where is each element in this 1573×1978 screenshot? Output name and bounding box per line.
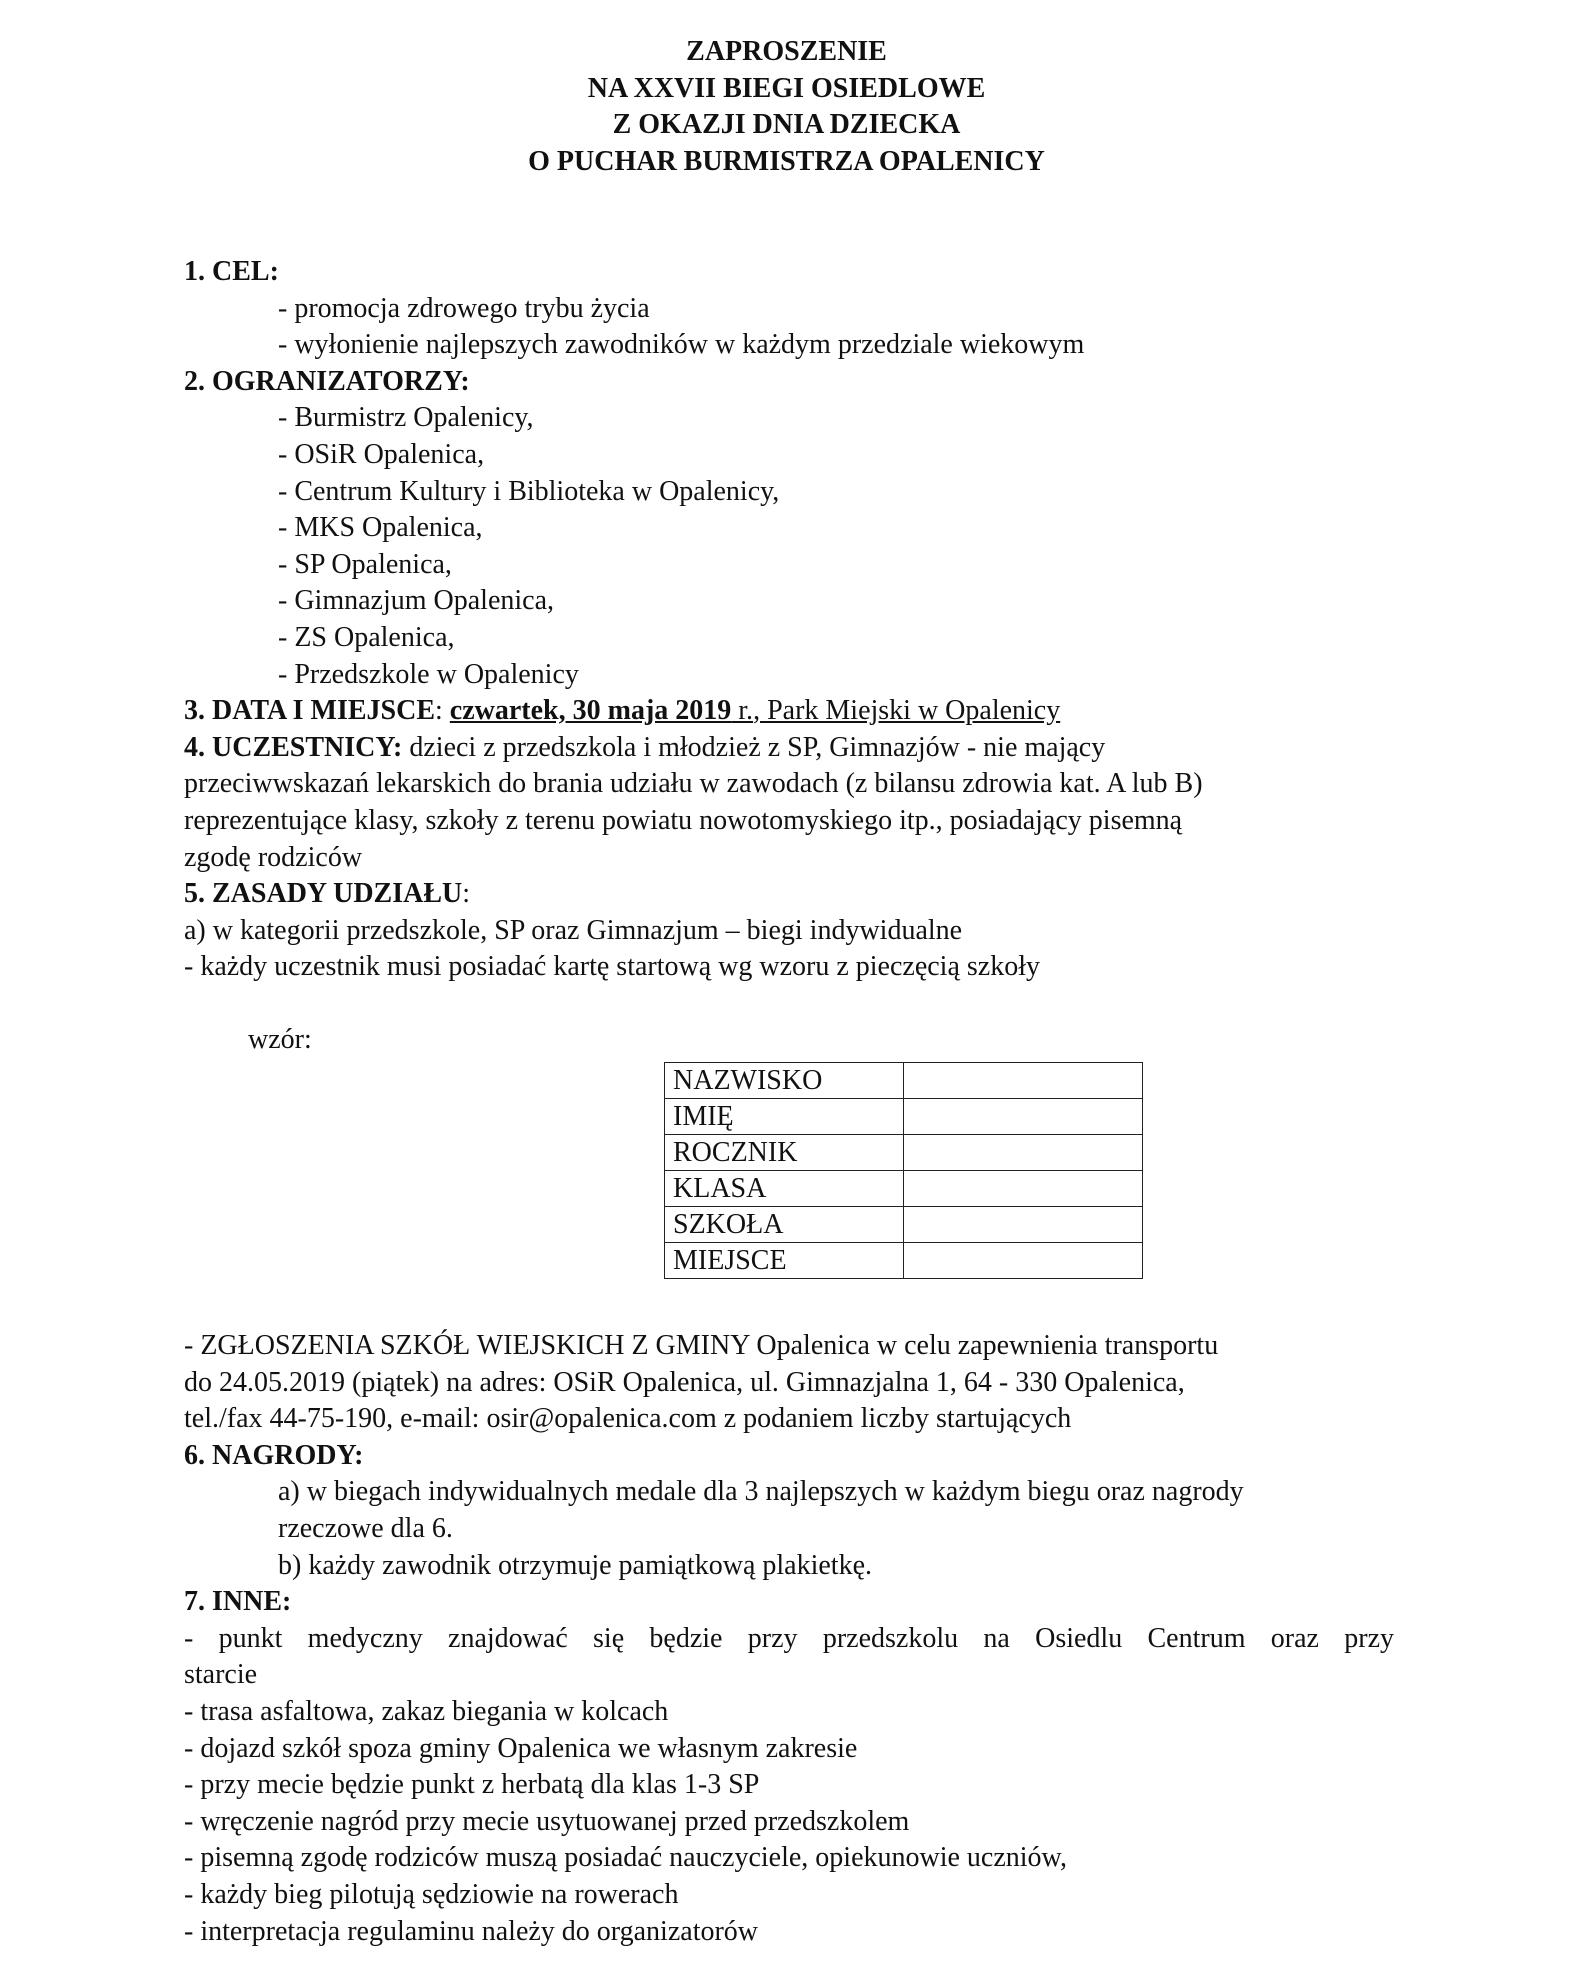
list-item-continuation: rzeczowe dla 6. <box>278 1512 453 1544</box>
colon: : <box>435 695 450 727</box>
list-item: - OSiR Opalenica, <box>278 438 485 470</box>
wzor-label: wzór: <box>248 1024 312 1056</box>
table-row <box>665 1099 1143 1135</box>
field-label: SZKOŁA <box>665 1207 904 1243</box>
start-card-template <box>664 1062 1143 1279</box>
field-label: KLASA <box>665 1171 904 1207</box>
table-row <box>665 1243 1143 1279</box>
field-label: ROCZNIK <box>665 1135 904 1171</box>
lower-body <box>184 1328 1404 1950</box>
list-item: - SP Opalenica, <box>278 548 452 580</box>
upper-body <box>184 254 1404 1059</box>
field-value-cell <box>904 1099 1143 1135</box>
field-label: MIEJSCE <box>665 1243 904 1279</box>
field-label: NAZWISKO <box>665 1063 904 1099</box>
list-item: - interpretacja regulaminu należy do organizatorów <box>184 1915 759 1947</box>
paragraph-line: - ZGŁOSZENIA SZKÓŁ WIEJSKICH Z GMINY Opalenica w celu zapewnienia transportu <box>184 1330 1219 1361</box>
list-item: - Gimnazjum Opalenica, <box>278 585 555 617</box>
paragraph-line: a) w kategorii przedszkole, SP oraz Gimnazjum – biegi indywidualne <box>184 914 963 946</box>
list-item: - trasa asfaltowa, zakaz biegania w kolcach <box>184 1695 669 1727</box>
title-line: ZAPROSZENIE <box>686 36 887 67</box>
section-zasady <box>184 876 1404 913</box>
section-heading-data: 3. DATA I MIEJSCE <box>184 695 436 727</box>
paragraph-line: przeciwwskazań lekarskich do brania udziału w zawodach (z bilansu zdrowia kat. A lub B) <box>184 768 1203 800</box>
list-item: - każdy bieg pilotują sędziowie na rowerach <box>184 1878 679 1910</box>
list-item: - pisemną zgodę rodziców muszą posiadać nauczyciele, opiekunowie uczniów, <box>184 1842 1067 1874</box>
field-value-cell <box>904 1207 1143 1243</box>
table-row <box>665 1207 1143 1243</box>
table-row <box>665 1063 1143 1099</box>
title-line: O PUCHAR BURMISTRZA OPALENICY <box>528 145 1045 177</box>
paragraph-line: tel./fax 44-75-190, e-mail: osir@opalenica.com z podaniem liczby startujących <box>184 1403 1072 1435</box>
list-item: - wyłonienie najlepszych zawodników w każdym przedziale wiekowym <box>278 329 1085 361</box>
list-item-continuation: starcie <box>184 1659 258 1691</box>
table-row <box>665 1135 1143 1171</box>
section-heading-cel: 1. CEL: <box>184 256 279 287</box>
field-value-cell <box>904 1171 1143 1207</box>
title-line: NA XXVII BIEGI OSIEDLOWE <box>587 72 986 104</box>
section-heading-zasady: 5. ZASADY UDZIAŁU <box>184 878 463 910</box>
list-item: - wręczenie nagród przy mecie usytuowanej przed przedszkolem <box>184 1805 910 1837</box>
section-heading-inne: 7. INNE: <box>184 1586 292 1618</box>
list-item: - promocja zdrowego trybu życia <box>278 292 650 324</box>
event-place: , Park Miejski w Opalenicy <box>753 695 1061 727</box>
list-item: - punkt medyczny znajdować się będzie przy przedszkolu na Osiedlu Centrum oraz przy <box>184 1622 1394 1654</box>
paragraph-text: dzieci z przedszkola i młodzież z SP, Gimnazjów - nie mający <box>402 731 1106 763</box>
colon: : <box>462 878 471 910</box>
list-item: - przy mecie będzie punkt z herbatą dla klas 1-3 SP <box>184 1769 760 1801</box>
title-line: Z OKAZJI DNIA DZIECKA <box>612 109 961 140</box>
field-label: IMIĘ <box>665 1099 904 1135</box>
list-item: - MKS Opalenica, <box>278 512 483 544</box>
list-item: - Centrum Kultury i Biblioteka w Opalenicy, <box>278 475 780 507</box>
year-suffix: r. <box>731 695 754 727</box>
document-title <box>0 34 1573 180</box>
field-value-cell <box>904 1243 1143 1279</box>
list-item: - Przedszkole w Opalenicy <box>278 658 579 690</box>
list-item: b) każdy zawodnik otrzymuje pamiątkową plakietkę. <box>278 1549 873 1581</box>
paragraph-line: reprezentujące klasy, szkoły z terenu powiatu nowotomyskiego itp., posiadający pisemną <box>184 804 1183 836</box>
section-data-miejsce <box>184 693 1404 730</box>
field-value-cell <box>904 1135 1143 1171</box>
section-heading-uczestnicy: 4. UCZESTNICY: <box>184 731 403 763</box>
section-heading-organizatorzy: 2. OGRANIZATORZY: <box>184 365 470 397</box>
section-heading-nagrody: 6. NAGRODY: <box>184 1439 364 1471</box>
section-uczestnicy <box>184 730 1404 767</box>
list-item: - ZS Opalenica, <box>278 621 455 653</box>
paragraph-line: - każdy uczestnik musi posiadać kartę startową wg wzoru z pieczęcią szkoły <box>184 951 1040 983</box>
event-date: czwartek, 30 maja 2019 <box>449 695 732 727</box>
paragraph-line: zgodę rodziców <box>184 841 363 873</box>
paragraph-line: do 24.05.2019 (piątek) na adres: OSiR Opalenica, ul. Gimnazjalna 1, 64 - 330 Opalenica, <box>184 1366 1185 1398</box>
list-item: - Burmistrz Opalenicy, <box>278 402 534 434</box>
field-value-cell <box>904 1063 1143 1099</box>
table-row <box>665 1171 1143 1207</box>
list-item: - dojazd szkół spoza gminy Opalenica we własnym zakresie <box>184 1732 858 1764</box>
list-item: a) w biegach indywidualnych medale dla 3 najlepszych w każdym biegu oraz nagrody <box>278 1476 1244 1508</box>
